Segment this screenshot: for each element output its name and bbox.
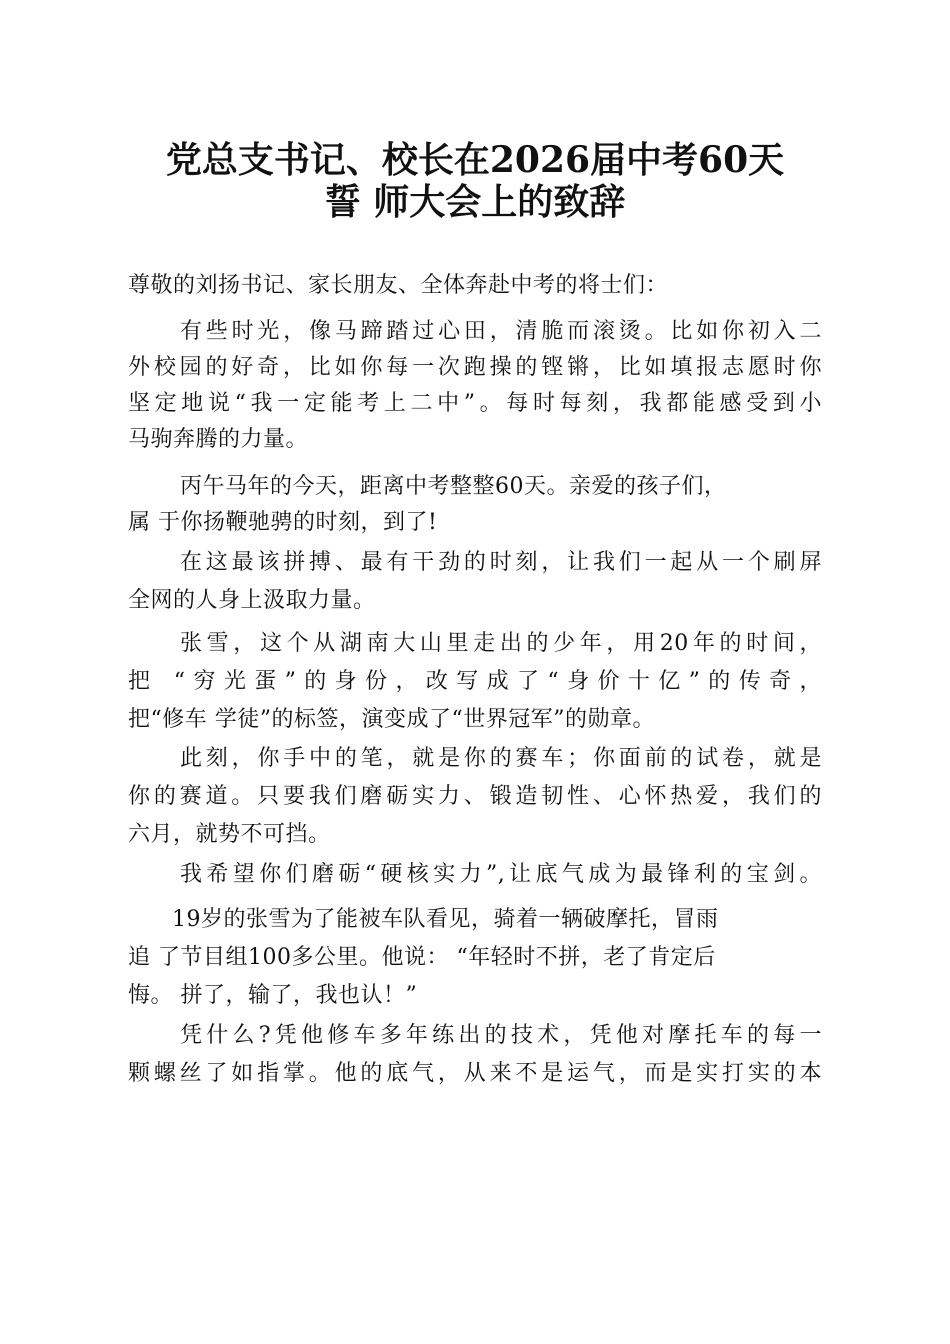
document-title-line-2: 誓 师大会上的致辞 [324,181,626,223]
paragraph-line: 你的赛道。只要我们磨砺实力、锻造韧性、心怀热爱，我们的 [128,784,822,809]
paragraph-line: 有些时光，像马蹄踏过心田，清脆而滚烫。比如你初入二 [180,319,822,344]
paragraph-line: 追 了节目组100多公里。他说： “年轻时不拼，老了肯定后 [128,945,716,970]
paragraph-line: 凭什么?凭他修车多年练出的技术，凭他对摩托车的每一 [180,1023,822,1048]
paragraph-line: 19岁的张雪为了能被车队看见，骑着一辆破摩托，冒雨 [172,907,719,932]
paragraph-line: 坚定地说“我一定能考上二中”。每时每刻，我都能感受到小 [128,391,822,416]
paragraph-line: 外校园的好奇，比如你每一次跑操的铿锵，比如填报志愿时你 [128,355,822,380]
paragraph-line: 此刻，你手中的笔，就是你的赛车；你面前的试卷，就是 [180,746,822,771]
paragraph-line: 全网的人身上汲取力量。 [128,588,376,613]
paragraph-line: 把 “穷光蛋”的身份，改写成了“身价十亿”的传奇， [128,669,822,694]
salutation: 尊敬的刘扬书记、家长朋友、全体奔赴中考的将士们： [128,273,669,298]
paragraph-line: 丙午马年的今天，距离中考整整60天。亲爱的孩子们， [180,474,727,499]
paragraph-line: 把“修车 学徒”的标签，演变成了“世界冠军”的勋章。 [128,707,655,732]
paragraph-line: 颗螺丝了如指掌。他的底气，从来不是运气，而是实打实的本 [128,1061,822,1086]
paragraph-line: 属 于你扬鞭驰骋的时刻，到了! [128,510,438,535]
paragraph-line: 我希望你们磨砺“硬核实力”,让底气成为最锋利的宝剑。 [180,862,822,887]
paragraph-line: 张雪，这个从湖南大山里走出的少年，用20年的时间， [180,631,822,656]
paragraph-line: 六月，就势不可挡。 [128,822,331,847]
document-title-line-1: 党总支书记、校长在2026届中考60天 [165,139,785,181]
paragraph-line: 在这最该拼搏、最有干劲的时刻，让我们一起从一个刷屏 [180,550,822,575]
paragraph-line: 马驹奔腾的力量。 [128,427,309,452]
paragraph-line: 悔。 拼了，输了，我也认！” [128,983,418,1008]
